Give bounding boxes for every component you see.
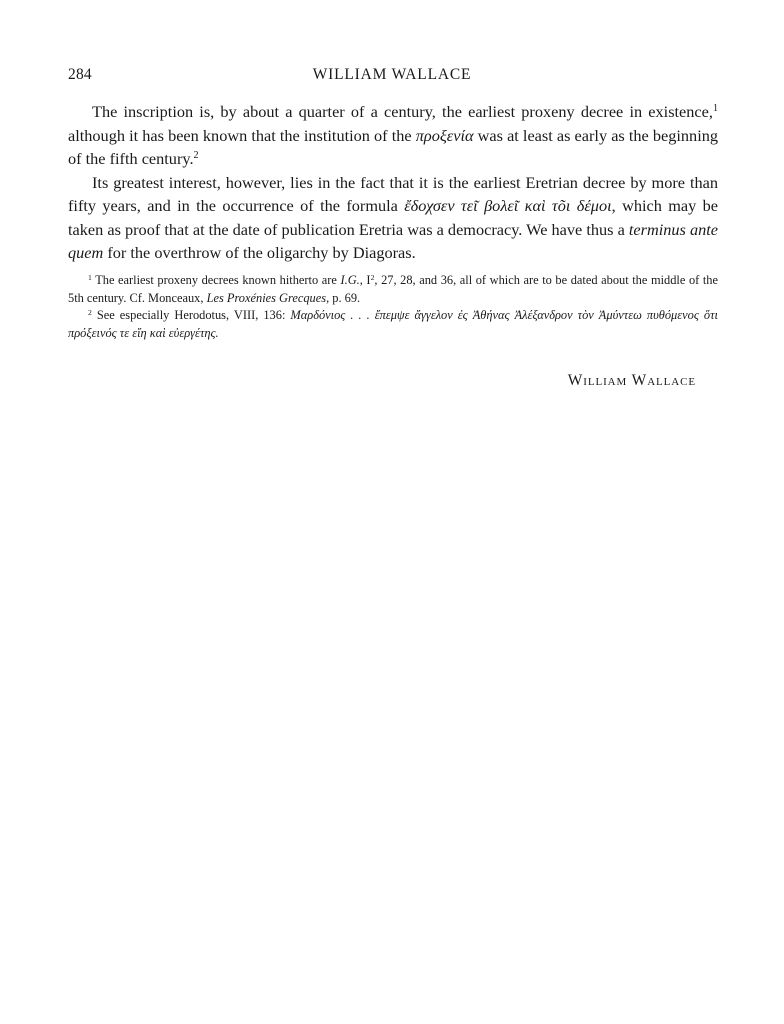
fn2-greek-quote: Μαρδόνιος . . . ἔπεμψε ἄγγελον ἐς Ἀθήνας Ἀλέξανδρον τὸν Ἀμύντεω πυθόμενος ὅτι πρόξεινός τε εἴη καὶ εὐεργέτης. xyxy=(68,308,718,340)
paragraph-2 xyxy=(68,171,718,265)
p1-text-c: was at least as early as the beginning of the fifth century. xyxy=(68,125,719,168)
author-signature: William Wallace xyxy=(567,372,696,389)
fn1-book-title: Les Proxénies Grecques xyxy=(206,290,327,305)
fn1-ig: I.G. xyxy=(340,273,360,287)
greek-proxenia: προξενία xyxy=(415,125,474,145)
page-number: 284 xyxy=(68,66,92,83)
p2-text-b: , which may be taken as proof that at the date of publication Eretria was a democracy. We have thus a xyxy=(68,196,719,239)
fn1-text-b: , I xyxy=(359,273,371,287)
footnote-ref-1: 1 xyxy=(712,103,718,115)
footnote-1-number: 1 xyxy=(88,272,92,282)
footnote-1 xyxy=(68,272,718,307)
fn2-text-a: See especially Herodotus, VIII, 136: xyxy=(91,308,291,322)
terminus-ante-quem: terminus ante quem xyxy=(68,219,718,262)
footnote-ref-2: 2 xyxy=(193,150,199,162)
body-text xyxy=(68,100,718,265)
fn1-text-c: , 27, 28, and 36, all of which are to be dated about the middle of the 5th century. Cf. Monceaux, xyxy=(68,273,718,305)
greek-formula: ἔδοχσεν τε̃ι βολε̃ι καὶ τõι δέμοι xyxy=(404,196,612,215)
p2-text-a: Its greatest interest, however, lies in the fact that it is the earliest Eretrian decree by more than fifty years, and in the occurrence of the formula xyxy=(68,172,718,215)
fn1-superscript: 2 xyxy=(370,272,375,282)
footnotes xyxy=(68,272,718,342)
running-head: WILLIAM WALLACE xyxy=(312,66,472,83)
p2-text-c: for the overthrow of the oligarchy by Diagoras. xyxy=(103,243,416,262)
fn1-text-a: The earliest proxeny decrees known hitherto are xyxy=(91,273,341,287)
footnote-2 xyxy=(68,307,718,342)
paragraph-1 xyxy=(68,100,718,171)
p1-text-a: The inscription is, by about a quarter of a century, the earliest proxeny decree in existence, xyxy=(92,102,713,121)
fn1-text-d: , p. 69. xyxy=(326,290,361,305)
p1-text-b: although it has been known that the institution of the xyxy=(68,125,416,145)
footnote-2-number: 2 xyxy=(88,307,92,317)
